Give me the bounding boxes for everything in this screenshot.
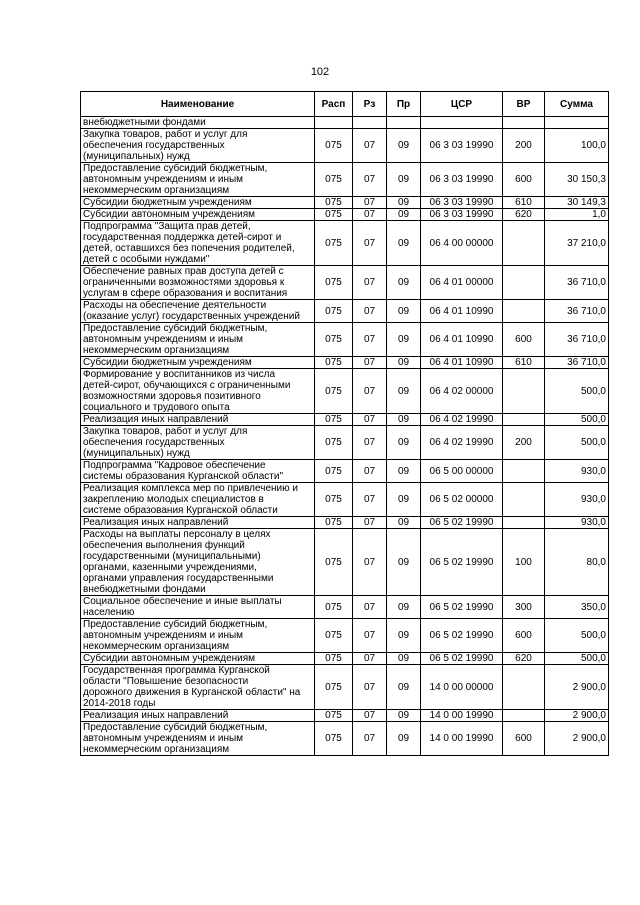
cell-csr: 14 0 00 00000 xyxy=(421,665,503,710)
cell-name: Субсидии бюджетным учреждениям xyxy=(81,197,315,209)
cell-rasp: 075 xyxy=(315,426,353,460)
table-row xyxy=(81,163,609,197)
cell-name: Государственная программа Курганской области "Повышение безопасности дорожного движения в Курганской области" на 2014-2018 годы xyxy=(81,665,315,710)
cell-rz: 07 xyxy=(353,426,387,460)
cell-name: Подпрограмма "Кадровое обеспечение системы образования Курганской области" xyxy=(81,460,315,483)
cell-summa: 500,0 xyxy=(545,426,609,460)
cell-csr: 06 4 01 10990 xyxy=(421,323,503,357)
cell-summa: 500,0 xyxy=(545,414,609,426)
cell-rz: 07 xyxy=(353,460,387,483)
table-row xyxy=(81,369,609,414)
cell-rasp: 075 xyxy=(315,529,353,596)
table-row xyxy=(81,117,609,129)
cell-summa: 30 150,3 xyxy=(545,163,609,197)
cell-csr: 06 5 00 00000 xyxy=(421,460,503,483)
header-rasp: Расп xyxy=(315,92,353,117)
cell-vr: 200 xyxy=(503,129,545,163)
cell-summa: 930,0 xyxy=(545,460,609,483)
cell-rz: 07 xyxy=(353,209,387,221)
cell-summa: 80,0 xyxy=(545,529,609,596)
table-header-row xyxy=(81,92,609,117)
cell-csr: 06 4 02 19990 xyxy=(421,426,503,460)
table-row xyxy=(81,221,609,266)
cell-rasp: 075 xyxy=(315,221,353,266)
cell-pr: 09 xyxy=(387,209,421,221)
cell-rz: 07 xyxy=(353,357,387,369)
cell-rz: 07 xyxy=(353,665,387,710)
table-row xyxy=(81,460,609,483)
cell-vr: 610 xyxy=(503,197,545,209)
cell-rasp: 075 xyxy=(315,197,353,209)
cell-summa: 36 710,0 xyxy=(545,323,609,357)
cell-rz: 07 xyxy=(353,197,387,209)
cell-name: Реализация иных направлений xyxy=(81,710,315,722)
cell-pr: 09 xyxy=(387,517,421,529)
table-row xyxy=(81,197,609,209)
cell-vr xyxy=(503,710,545,722)
table-row xyxy=(81,300,609,323)
cell-csr: 06 4 00 00000 xyxy=(421,221,503,266)
cell-csr: 06 5 02 19990 xyxy=(421,653,503,665)
cell-name: Реализация иных направлений xyxy=(81,517,315,529)
header-summa: Сумма xyxy=(545,92,609,117)
cell-rz: 07 xyxy=(353,369,387,414)
table-row xyxy=(81,517,609,529)
cell-vr: 620 xyxy=(503,653,545,665)
cell-vr xyxy=(503,483,545,517)
cell-pr: 09 xyxy=(387,300,421,323)
cell-pr: 09 xyxy=(387,665,421,710)
cell-summa: 500,0 xyxy=(545,619,609,653)
cell-csr xyxy=(421,117,503,129)
cell-csr: 06 4 02 00000 xyxy=(421,369,503,414)
cell-vr: 600 xyxy=(503,323,545,357)
page-number: 102 xyxy=(310,66,330,78)
cell-pr: 09 xyxy=(387,221,421,266)
cell-vr xyxy=(503,117,545,129)
cell-rasp: 075 xyxy=(315,369,353,414)
cell-summa: 100,0 xyxy=(545,129,609,163)
cell-pr: 09 xyxy=(387,619,421,653)
cell-rz: 07 xyxy=(353,129,387,163)
cell-vr xyxy=(503,221,545,266)
header-csr: ЦСР xyxy=(421,92,503,117)
cell-vr: 600 xyxy=(503,619,545,653)
cell-summa: 36 710,0 xyxy=(545,300,609,323)
cell-pr: 09 xyxy=(387,426,421,460)
table-row xyxy=(81,209,609,221)
cell-csr: 06 5 02 19990 xyxy=(421,529,503,596)
cell-name: Субсидии бюджетным учреждениям xyxy=(81,357,315,369)
cell-name: Предоставление субсидий бюджетным, автономным учреждениям и иным некоммерческим организациям xyxy=(81,323,315,357)
cell-pr: 09 xyxy=(387,653,421,665)
cell-vr: 600 xyxy=(503,722,545,756)
cell-csr: 14 0 00 19990 xyxy=(421,722,503,756)
cell-name: Субсидии автономным учреждениям xyxy=(81,653,315,665)
cell-name: Реализация комплекса мер по привлечению и закреплению молодых специалистов в системе образования Курганской области xyxy=(81,483,315,517)
cell-pr: 09 xyxy=(387,323,421,357)
cell-summa: 2 900,0 xyxy=(545,722,609,756)
cell-vr xyxy=(503,414,545,426)
cell-csr: 06 5 02 19990 xyxy=(421,517,503,529)
cell-rasp: 075 xyxy=(315,619,353,653)
cell-rasp: 075 xyxy=(315,357,353,369)
cell-rasp: 075 xyxy=(315,323,353,357)
header-vr: ВР xyxy=(503,92,545,117)
header-name: Наименование xyxy=(81,92,315,117)
cell-summa: 930,0 xyxy=(545,517,609,529)
cell-rasp xyxy=(315,117,353,129)
cell-rz: 07 xyxy=(353,596,387,619)
cell-pr: 09 xyxy=(387,596,421,619)
cell-csr: 06 4 01 00000 xyxy=(421,266,503,300)
cell-rasp: 075 xyxy=(315,483,353,517)
cell-name: Обеспечение равных прав доступа детей с ограниченными возможностями здоровья к услугам в сфере образования и воспитания xyxy=(81,266,315,300)
cell-rz: 07 xyxy=(353,300,387,323)
cell-rasp: 075 xyxy=(315,710,353,722)
cell-rz: 07 xyxy=(353,710,387,722)
cell-pr: 09 xyxy=(387,722,421,756)
cell-name: Расходы на обеспечение деятельности (оказание услуг) государственных учреждений xyxy=(81,300,315,323)
cell-rasp: 075 xyxy=(315,129,353,163)
cell-rz: 07 xyxy=(353,163,387,197)
cell-pr: 09 xyxy=(387,529,421,596)
cell-rz: 07 xyxy=(353,414,387,426)
cell-csr: 06 3 03 19990 xyxy=(421,197,503,209)
cell-rasp: 075 xyxy=(315,209,353,221)
cell-summa: 350,0 xyxy=(545,596,609,619)
cell-rz: 07 xyxy=(353,722,387,756)
cell-pr: 09 xyxy=(387,414,421,426)
cell-pr: 09 xyxy=(387,710,421,722)
cell-vr: 600 xyxy=(503,163,545,197)
table-body xyxy=(81,117,609,756)
cell-rz xyxy=(353,117,387,129)
cell-csr: 06 3 03 19990 xyxy=(421,129,503,163)
cell-name: Предоставление субсидий бюджетным, автономным учреждениям и иным некоммерческим организациям xyxy=(81,163,315,197)
table-row xyxy=(81,323,609,357)
table-row xyxy=(81,710,609,722)
table-row xyxy=(81,619,609,653)
cell-summa xyxy=(545,117,609,129)
cell-vr xyxy=(503,517,545,529)
cell-pr: 09 xyxy=(387,129,421,163)
cell-csr: 06 3 03 19990 xyxy=(421,163,503,197)
table-row xyxy=(81,596,609,619)
cell-rasp: 075 xyxy=(315,266,353,300)
header-rz: Рз xyxy=(353,92,387,117)
cell-rasp: 075 xyxy=(315,722,353,756)
cell-summa: 930,0 xyxy=(545,483,609,517)
cell-summa: 36 710,0 xyxy=(545,357,609,369)
cell-name: Предоставление субсидий бюджетным, автономным учреждениям и иным некоммерческим организациям xyxy=(81,722,315,756)
cell-summa: 1,0 xyxy=(545,209,609,221)
cell-csr: 06 4 02 19990 xyxy=(421,414,503,426)
cell-pr xyxy=(387,117,421,129)
cell-name: Формирование у воспитанников из числа детей-сирот, обучающихся с ограниченными возможностями здоровья позитивного социального и трудового опыта xyxy=(81,369,315,414)
cell-csr: 06 3 03 19990 xyxy=(421,209,503,221)
cell-csr: 06 5 02 19990 xyxy=(421,596,503,619)
cell-rasp: 075 xyxy=(315,414,353,426)
cell-csr: 06 4 01 10990 xyxy=(421,357,503,369)
cell-csr: 06 5 02 00000 xyxy=(421,483,503,517)
cell-name: Расходы на выплаты персоналу в целях обеспечения выполнения функций государственными (муниципальными) органами, казенными учреждениями, органами управления государственными внебюджетными фондами xyxy=(81,529,315,596)
cell-summa: 2 900,0 xyxy=(545,710,609,722)
table-row xyxy=(81,129,609,163)
table-row xyxy=(81,653,609,665)
cell-rasp: 075 xyxy=(315,653,353,665)
cell-vr: 620 xyxy=(503,209,545,221)
cell-vr xyxy=(503,665,545,710)
cell-name: Подпрограмма "Защита прав детей, государственная поддержка детей-сирот и детей, оставшихся без попечения родителей, детей с особыми нуждами" xyxy=(81,221,315,266)
table-row xyxy=(81,426,609,460)
table-row xyxy=(81,266,609,300)
cell-name: Социальное обеспечение и иные выплаты населению xyxy=(81,596,315,619)
cell-rz: 07 xyxy=(353,323,387,357)
cell-vr xyxy=(503,460,545,483)
cell-pr: 09 xyxy=(387,357,421,369)
cell-vr xyxy=(503,266,545,300)
cell-rz: 07 xyxy=(353,619,387,653)
cell-rasp: 075 xyxy=(315,596,353,619)
cell-vr: 200 xyxy=(503,426,545,460)
cell-name: Предоставление субсидий бюджетным, автономным учреждениям и иным некоммерческим организациям xyxy=(81,619,315,653)
cell-summa: 37 210,0 xyxy=(545,221,609,266)
cell-name: внебюджетными фондами xyxy=(81,117,315,129)
cell-pr: 09 xyxy=(387,460,421,483)
cell-vr: 300 xyxy=(503,596,545,619)
cell-pr: 09 xyxy=(387,369,421,414)
cell-summa: 2 900,0 xyxy=(545,665,609,710)
cell-csr: 06 5 02 19990 xyxy=(421,619,503,653)
cell-summa: 500,0 xyxy=(545,369,609,414)
cell-rasp: 075 xyxy=(315,460,353,483)
cell-rz: 07 xyxy=(353,529,387,596)
cell-rz: 07 xyxy=(353,653,387,665)
cell-name: Субсидии автономным учреждениям xyxy=(81,209,315,221)
cell-rz: 07 xyxy=(353,266,387,300)
cell-rz: 07 xyxy=(353,221,387,266)
cell-vr: 100 xyxy=(503,529,545,596)
cell-csr: 14 0 00 19990 xyxy=(421,710,503,722)
table-row xyxy=(81,483,609,517)
cell-name: Закупка товаров, работ и услуг для обеспечения государственных (муниципальных) нужд xyxy=(81,129,315,163)
cell-pr: 09 xyxy=(387,197,421,209)
cell-pr: 09 xyxy=(387,483,421,517)
cell-pr: 09 xyxy=(387,163,421,197)
cell-summa: 500,0 xyxy=(545,653,609,665)
cell-name: Реализация иных направлений xyxy=(81,414,315,426)
cell-name: Закупка товаров, работ и услуг для обеспечения государственных (муниципальных) нужд xyxy=(81,426,315,460)
cell-vr: 610 xyxy=(503,357,545,369)
cell-rz: 07 xyxy=(353,483,387,517)
cell-csr: 06 4 01 10990 xyxy=(421,300,503,323)
cell-rasp: 075 xyxy=(315,517,353,529)
table-row xyxy=(81,722,609,756)
cell-summa: 36 710,0 xyxy=(545,266,609,300)
cell-vr xyxy=(503,300,545,323)
cell-rasp: 075 xyxy=(315,163,353,197)
cell-pr: 09 xyxy=(387,266,421,300)
cell-rasp: 075 xyxy=(315,300,353,323)
cell-rz: 07 xyxy=(353,517,387,529)
cell-vr xyxy=(503,369,545,414)
header-pr: Пр xyxy=(387,92,421,117)
table-row xyxy=(81,357,609,369)
cell-summa: 30 149,3 xyxy=(545,197,609,209)
cell-rasp: 075 xyxy=(315,665,353,710)
budget-table xyxy=(80,91,609,756)
table-row xyxy=(81,414,609,426)
table-row xyxy=(81,529,609,596)
table-row xyxy=(81,665,609,710)
